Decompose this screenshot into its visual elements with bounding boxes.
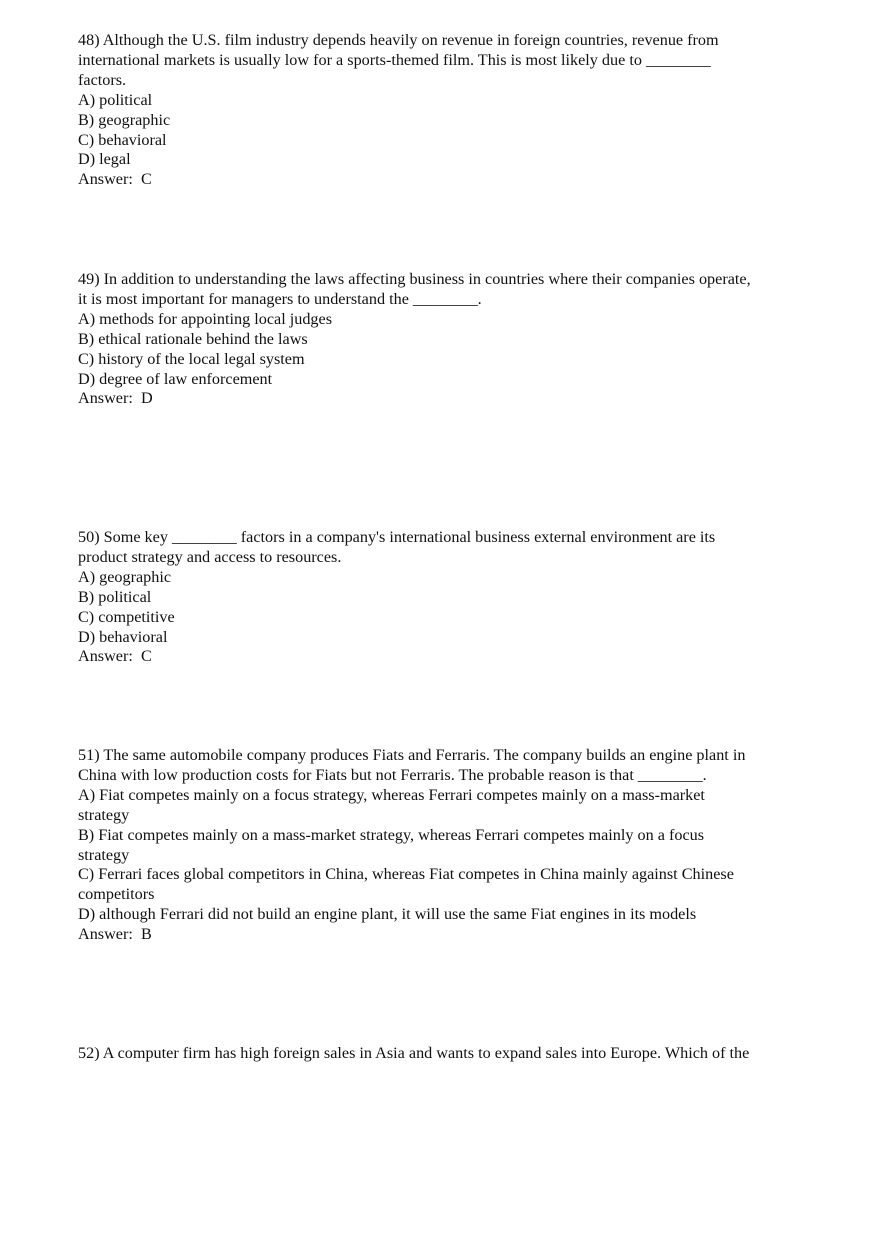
option-b: B) geographic	[78, 110, 171, 129]
answer-line: Answer: B	[78, 925, 152, 944]
question-stem-line: product strategy and access to resources.	[78, 547, 342, 566]
question-50	[78, 528, 808, 667]
question-stem-line: it is most important for managers to understand the ________.	[78, 289, 482, 308]
option-a: A) Fiat competes mainly on a focus strategy, whereas Ferrari competes mainly on a mass-market	[78, 785, 705, 804]
option-d: D) although Ferrari did not build an engine plant, it will use the same Fiat engines in its models	[78, 905, 697, 924]
option-d: D) degree of law enforcement	[78, 369, 273, 388]
option-b: B) ethical rationale behind the laws	[78, 329, 308, 348]
option-a: A) methods for appointing local judges	[78, 309, 333, 328]
question-stem-line: international markets is usually low for a sports-themed film. This is most likely due to ________	[78, 50, 711, 69]
question-stem-line: 49) In addition to understanding the laws affecting business in countries where their companies operate,	[78, 270, 751, 288]
answer-line: Answer: C	[78, 170, 152, 189]
question-stem-line: 52) A computer firm has high foreign sales in Asia and wants to expand sales into Europe. Which of the	[78, 1044, 750, 1062]
question-49	[78, 270, 808, 409]
option-c: C) behavioral	[78, 130, 167, 149]
option-a-continued: strategy	[78, 805, 130, 824]
option-d: D) behavioral	[78, 627, 168, 646]
answer-line: Answer: C	[78, 647, 152, 666]
question-48	[78, 31, 808, 190]
question-51	[78, 746, 808, 945]
question-stem-line: factors.	[78, 70, 127, 89]
option-a: A) geographic	[78, 567, 172, 586]
question-stem-line: 51) The same automobile company produces Fiats and Ferraris. The company builds an engine plant in	[78, 746, 746, 764]
option-c-continued: competitors	[78, 885, 155, 904]
option-b: B) Fiat competes mainly on a mass-market strategy, whereas Ferrari competes mainly on a focus	[78, 825, 705, 844]
option-c: C) Ferrari faces global competitors in China, whereas Fiat competes in China mainly against Chinese	[78, 865, 734, 884]
question-stem-line: 48) Although the U.S. film industry depends heavily on revenue in foreign countries, revenue from	[78, 31, 719, 49]
question-52	[78, 1044, 808, 1064]
option-b-continued: strategy	[78, 845, 130, 864]
answer-line: Answer: D	[78, 389, 153, 408]
option-b: B) political	[78, 587, 152, 606]
option-c: C) history of the local legal system	[78, 349, 305, 368]
question-stem-line: 50) Some key ________ factors in a company's international business external environment are its	[78, 528, 716, 546]
option-d: D) legal	[78, 150, 131, 169]
option-a: A) political	[78, 90, 153, 109]
option-c: C) competitive	[78, 607, 175, 626]
question-stem-line: China with low production costs for Fiats but not Ferraris. The probable reason is that ________.	[78, 765, 707, 784]
